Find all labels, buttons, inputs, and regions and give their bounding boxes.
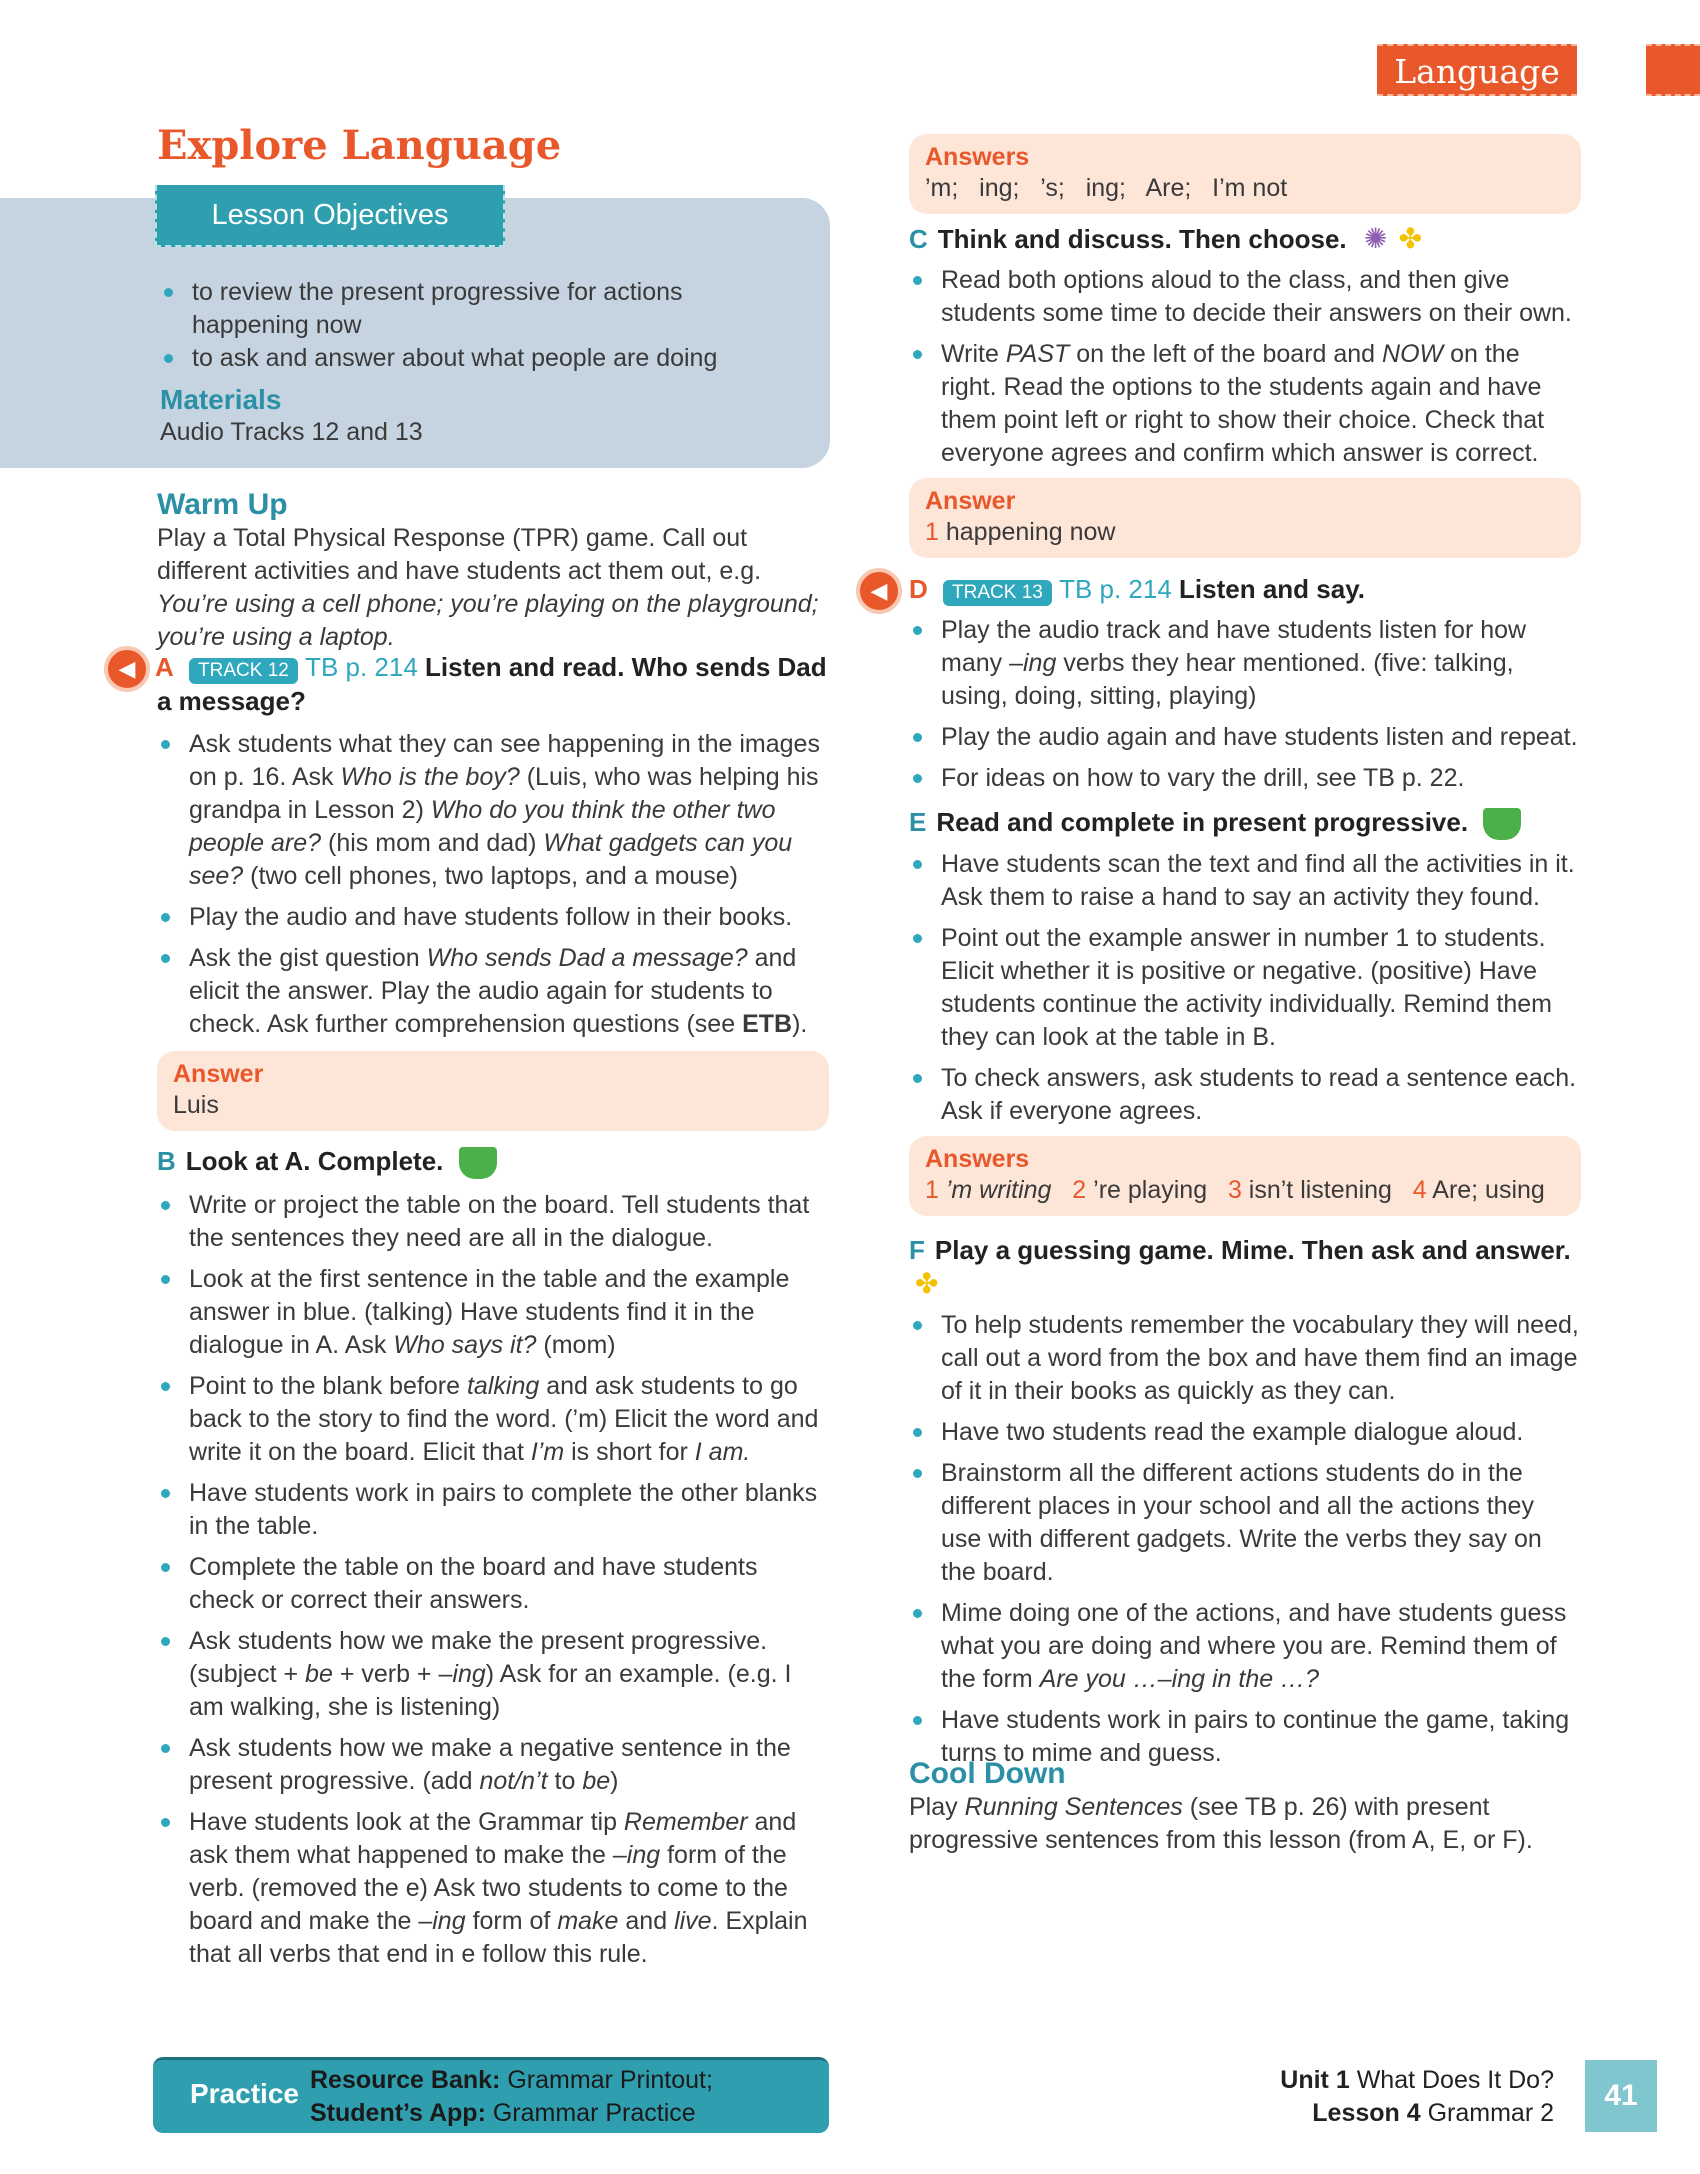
track-13-badge[interactable]: TRACK 13: [943, 580, 1052, 606]
audio-speaker-icon: ◀: [856, 568, 902, 614]
list-item: Brainstorm all the different actions students do in the different places in your school and all the actions they use with different gadgets. Write the verbs they say on the board.: [909, 1457, 1581, 1589]
list-item: Write or project the table on the board. Tell students that the sentences they need are all in the dialogue.: [157, 1189, 829, 1255]
section-tab-language: Language: [1377, 44, 1577, 96]
answer-box-c: [909, 478, 1581, 558]
list-item: Play the audio track and have students listen for how many –ing verbs they hear mentioned. (five: talking, using, doing, sitting, playing): [909, 614, 1581, 713]
answers-box-b: [909, 134, 1581, 214]
list-item: Point to the blank before talking and ask students to go back to the story to find the word. (’m) Elicit the word and write it on the board. Elicit that I’m is short for I am.: [157, 1370, 829, 1469]
objectives-heading: Lesson Objectives: [155, 185, 505, 247]
list-item: Play the audio and have students follow in their books.: [157, 901, 829, 934]
list-item: Ask the gist question Who sends Dad a message? and elicit the answer. Play the audio again for students to check. Ask further comprehension questions (see ETB).: [157, 942, 829, 1041]
list-item: Look at the first sentence in the table and the example answer in blue. (talking) Have students find it in the dialogue in A. Ask Who says it? (mom): [157, 1263, 829, 1362]
tb-page-link[interactable]: TB p. 214: [1059, 574, 1172, 604]
list-item: Have students scan the text and find all the activities in it. Ask them to raise a hand to say an activity they found.: [909, 848, 1581, 914]
tab-edge-decoration: [1646, 44, 1700, 96]
cool-down-heading: Cool Down: [909, 1757, 1066, 1790]
lightbulb-icon: ✺: [1363, 223, 1388, 254]
pair-work-icon: ✤: [1398, 223, 1423, 254]
answer-title: Answers: [925, 143, 1030, 171]
answer-title: Answers: [925, 1145, 1030, 1174]
section-b: [157, 1144, 829, 1979]
student-book-icon: [459, 1147, 497, 1179]
tb-page-link[interactable]: TB p. 214: [305, 652, 418, 682]
list-item: Have students work in pairs to continue the game, taking turns to mime and guess.: [909, 1704, 1581, 1770]
section-f: [909, 1233, 1581, 1778]
list-item: Play the audio again and have students listen and repeat.: [909, 721, 1581, 754]
student-book-icon: [1483, 808, 1521, 840]
materials-text: Audio Tracks 12 and 13: [160, 418, 423, 446]
page-number: 41: [1585, 2060, 1657, 2132]
list-item: Ask students how we make the present progressive. (subject + be + verb + –ing) Ask for an example. (e.g. I am walking, she is listening): [157, 1625, 829, 1724]
page-title: Explore Language: [157, 122, 562, 169]
section-a-title: A TRACK 12 TB p. 214 Listen and read. Who sends Dad a message?: [155, 652, 827, 716]
answer-box-e: [909, 1136, 1581, 1216]
list-item: Have students work in pairs to complete the other blanks in the table.: [157, 1477, 829, 1543]
list-item: Mime doing one of the actions, and have students guess what you are doing and where you are. Remind them of the form Are you …–ing in the …?: [909, 1597, 1581, 1696]
section-a: [157, 650, 829, 1131]
warm-up-text: Play a Total Physical Response (TPR) game. Call out different activities and have students act them out, e.g. You’re using a cell phone; you’re playing on the playground; you’re using a laptop.: [157, 524, 819, 651]
section-f-title: F Play a guessing game. Mime. Then ask and answer. ✤: [909, 1235, 1571, 1299]
section-b-title: B Look at A. Complete.: [157, 1144, 829, 1179]
list-item: Point out the example answer in number 1 to students. Elicit whether it is positive or negative. (positive) Have students continue the activity individually. Remind them they can look at the table in B.: [909, 922, 1581, 1054]
answer-text: 1 happening now: [925, 518, 1116, 546]
list-item: To help students remember the vocabulary they will need, call out a word from the box and have them find an image of it in their books as quickly as they can.: [909, 1309, 1581, 1408]
cool-down-section: [909, 1757, 1581, 1857]
answer-text: Luis: [173, 1091, 219, 1119]
section-d: [909, 572, 1581, 803]
objective-item: to ask and answer about what people are doing: [160, 342, 800, 375]
list-item: Have students look at the Grammar tip Remember and ask them what happened to make the –ing form of the verb. (removed the e) Ask two students to come to the board and make the –ing form of make and live. Explain that all verbs that end in e follow this rule.: [157, 1806, 829, 1971]
section-e: [909, 805, 1581, 1216]
list-item: Have two students read the example dialogue aloud.: [909, 1416, 1581, 1449]
answer-box: [909, 134, 1581, 214]
footer-unit-info: Unit 1 What Does It Do? Lesson 4 Grammar 2: [1280, 2066, 1554, 2127]
warm-up-heading: Warm Up: [157, 488, 288, 521]
list-item: To check answers, ask students to read a sentence each. Ask if everyone agrees.: [909, 1062, 1581, 1128]
objective-item: to review the present progressive for actions happening now: [160, 276, 800, 342]
list-item: For ideas on how to vary the drill, see TB p. 22.: [909, 762, 1581, 795]
answer-title: Answer: [173, 1060, 264, 1088]
answer-title: Answer: [925, 487, 1016, 515]
section-c: [909, 222, 1581, 558]
section-d-title: D TRACK 13 TB p. 214 Listen and say.: [909, 574, 1365, 604]
list-item: Ask students what they can see happening in the images on p. 16. Ask Who is the boy? (Luis, who was helping his grandpa in Lesson 2) Who do you think the other two people are? (his mom and dad) What gadgets can you see? (two cell phones, two laptops, and a mouse): [157, 728, 829, 893]
track-12-badge[interactable]: TRACK 12: [189, 658, 298, 684]
section-c-title: C Think and discuss. Then choose. ✺ ✤: [909, 223, 1423, 254]
warm-up-section: [157, 488, 829, 654]
objectives-list: [160, 276, 800, 449]
pair-work-icon: ✤: [915, 1268, 939, 1299]
section-e-title: E Read and complete in present progressive.: [909, 805, 1581, 840]
list-item: Read both options aloud to the class, and then give students some time to decide their answers on their own.: [909, 264, 1581, 330]
cool-down-text: Play Running Sentences (see TB p. 26) with present progressive sentences from this lesson (from A, E, or F).: [909, 1793, 1533, 1854]
list-item: Ask students how we make a negative sentence in the present progressive. (add not/n’t to be): [157, 1732, 829, 1798]
answer-box-a: [157, 1051, 829, 1131]
practice-label: Practice: [190, 2078, 299, 2109]
answer-text: ’m; ing; ’s; ing; Are; I’m not: [925, 174, 1288, 202]
materials-heading: Materials: [160, 384, 282, 415]
answer-text: 1 ’m writing 2 ’re playing 3 isn’t listening 4 Are; using: [925, 1176, 1545, 1205]
list-item: Complete the table on the board and have students check or correct their answers.: [157, 1551, 829, 1617]
practice-text: Resource Bank: Grammar Printout; Student’s App: Grammar Practice: [310, 2066, 713, 2127]
audio-speaker-icon: ◀: [104, 646, 150, 692]
list-item: Write PAST on the left of the board and NOW on the right. Read the options to the students again and have them point left or right to show their choice. Check that everyone agrees and confirm which answer is correct.: [909, 338, 1581, 470]
